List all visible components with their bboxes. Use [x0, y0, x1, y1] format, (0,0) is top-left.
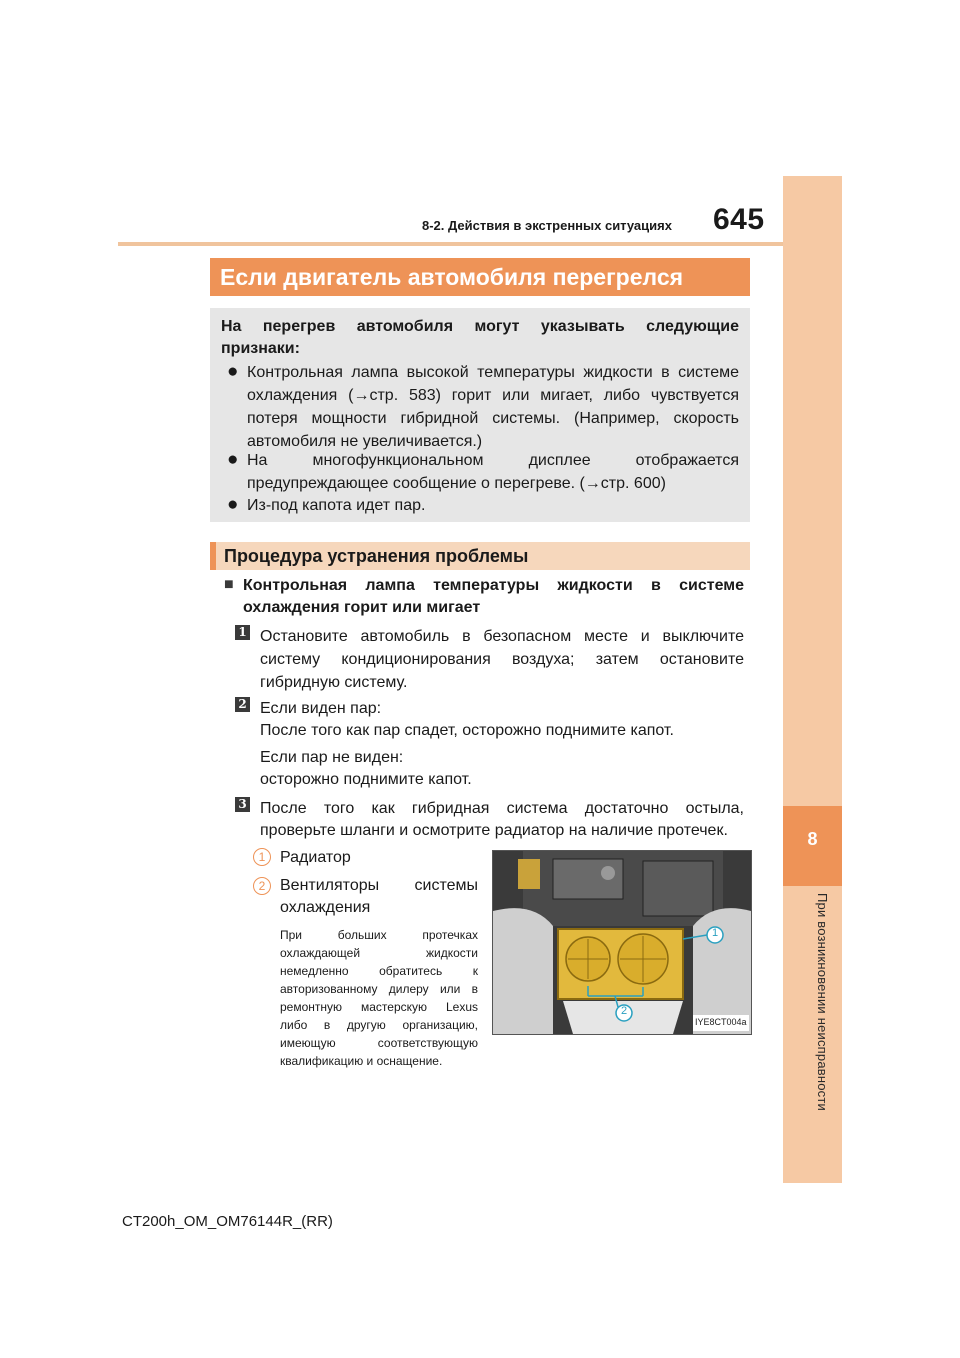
note-line2: охлаждающей жидкости — [280, 946, 478, 960]
procedure-title: Процедура устранения проблемы — [224, 546, 529, 566]
bullet-icon: ● — [227, 361, 239, 382]
engine-bay-figure — [492, 850, 752, 1035]
note-line3: немедленно обратитесь к — [280, 964, 478, 978]
sign1-line1: Контрольная лампа высокой температуры жидкости в системе — [247, 364, 739, 381]
step-1-marker: 1 — [235, 625, 250, 640]
note-line4: авторизованному дилеру или в — [280, 982, 478, 996]
note-line5: ремонтную мастерскую Lexus — [280, 1000, 478, 1014]
header-rule — [118, 242, 783, 246]
document-code: CT200h_OM_OM76144R_(RR) — [122, 1213, 333, 1230]
bullet-icon: ● — [227, 494, 239, 515]
item-1-number: 1 — [253, 848, 271, 866]
item-2-number: 2 — [253, 877, 271, 895]
step-1-line2: систему кондиционирования воздуха; затем остановите — [260, 651, 744, 668]
step-2-line4: осторожно поднимите капот. — [260, 771, 472, 788]
signs-intro-line2: признаки: — [221, 340, 300, 357]
step-2-marker: 2 — [235, 697, 250, 712]
step-3-line1: После того как гибридная система достаточно остыла, — [260, 800, 744, 817]
main-title: Если двигатель автомобиля перегрелся — [220, 264, 684, 290]
sign1-line3: потеря мощности гибридной системы. (Например, скорость — [247, 410, 739, 427]
note-line1: При больших протечках — [280, 928, 478, 942]
sign2-line2: предупреждающее сообщение о перегреве. (→стр. 600) — [247, 475, 666, 492]
figure-callout-2: 2 — [620, 1005, 628, 1017]
item-2-label-line2: охлаждения — [280, 899, 371, 916]
figure-callout-1: 1 — [711, 927, 719, 939]
note-line8: квалификацию и оснащение. — [280, 1054, 443, 1068]
chapter-number: 8 — [807, 829, 818, 849]
bullet-icon: ● — [227, 449, 239, 470]
chapter-title: При возникновении неисправности — [815, 893, 830, 1111]
square-bullet-icon: ■ — [224, 576, 234, 593]
step-2-line2: После того как пар спадет, осторожно поднимите капот. — [260, 722, 674, 739]
step-1-line1: Остановите автомобиль в безопасном месте и выключите — [260, 628, 744, 645]
procedure-title-accent — [210, 542, 216, 570]
step-3-line2: проверьте шланги и осмотрите радиатор на наличие протечек. — [260, 822, 728, 839]
sign3-line1: Из-под капота идет пар. — [247, 497, 426, 514]
page-number: 645 — [713, 203, 765, 236]
figure-code: IYE8CT004a — [695, 1017, 747, 1027]
item-2-label-line1: Вентиляторы системы — [280, 877, 478, 894]
step-3-marker: 3 — [235, 797, 250, 812]
section-header: 8-2. Действия в экстренных ситуациях — [422, 218, 672, 233]
sign1-line4: автомобиля не увеличивается.) — [247, 433, 483, 450]
note-line7: имеющую соответствующую — [280, 1036, 478, 1050]
sign1-line2: охлаждения (→стр. 583) горит или мигает, либо чувствуется — [247, 387, 739, 404]
subhead-line1: Контрольная лампа температуры жидкости в системе — [243, 577, 744, 594]
note-line6: либо в другую организацию, — [280, 1018, 478, 1032]
step-2-line3: Если пар не виден: — [260, 749, 404, 766]
signs-intro-line1: На перегрев автомобиля могут указывать следующие — [221, 318, 739, 335]
subhead-line2: охлаждения горит или мигает — [243, 599, 481, 616]
sign2-line1: На многофункциональном дисплее отображается — [247, 452, 739, 469]
step-2-line1: Если виден пар: — [260, 700, 382, 717]
step-1-line3: гибридную систему. — [260, 674, 408, 691]
item-1-label: Радиатор — [280, 849, 351, 866]
